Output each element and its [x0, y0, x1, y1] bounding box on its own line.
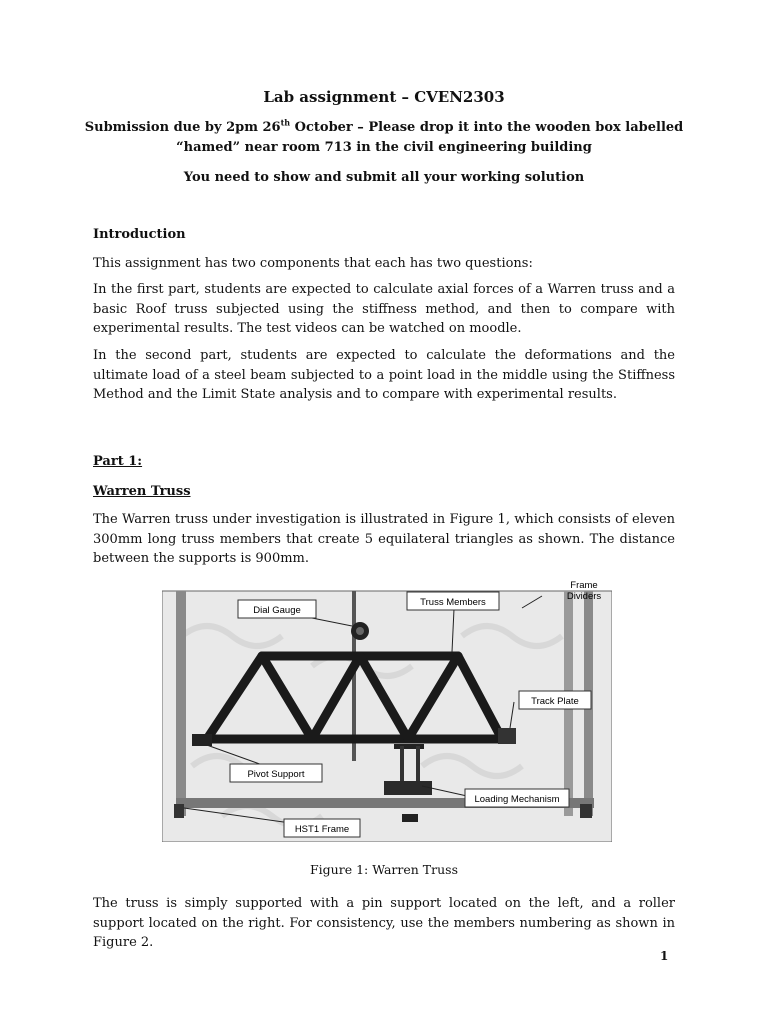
pivot-support-label: Pivot Support — [247, 769, 305, 780]
page-title: Lab assignment – CVEN2303 — [263, 88, 505, 106]
introduction-heading: Introduction — [93, 227, 186, 242]
dial-gauge-label: Dial Gauge — [253, 605, 301, 616]
intro-paragraph-1: This assignment has two components that each has two questions: — [93, 256, 533, 271]
frame-dividers-label-1: Frame — [570, 580, 598, 591]
left-frame-post — [176, 591, 186, 816]
hst1-frame-label: HST1 Frame — [294, 824, 350, 835]
figure-caption: Figure 1: Warren Truss — [310, 862, 458, 877]
warren-truss-heading: Warren Truss — [93, 484, 191, 499]
track-plate — [498, 728, 516, 744]
submission-line-2: “hamed” near room 713 in the civil engineering building — [176, 140, 592, 155]
track-plate-label: Track Plate — [531, 696, 579, 707]
loading-mechanism-label: Loading Mechanism — [474, 794, 560, 805]
left-foot — [174, 804, 184, 818]
right-foot — [580, 804, 592, 818]
loading-mechanism — [384, 781, 432, 795]
bottom-foot — [402, 814, 418, 822]
instruction-line: You need to show and submit all your working solution — [183, 170, 585, 185]
part1-paragraph-2: The truss is simply supported with a pin support located on the left, and a roller support located on the right. For consistency, use the members numbering as shown in Figure 2. — [93, 896, 675, 950]
page-number: 1 — [660, 949, 669, 963]
submission-line-1: Submission due by 2pm 26th October – Please drop it into the wooden box labelled — [84, 117, 684, 135]
warren-truss-figure — [162, 576, 612, 842]
pivot-support — [192, 734, 212, 746]
frame-dividers-label-2: Dividers — [566, 591, 602, 602]
part1-heading: Part 1: — [93, 454, 143, 469]
intro-paragraph-3: In the second part, students are expected to calculate the deformations and the ultimate load of a steel beam subjected to a point load in the middle using the Stiffness Method and the Limit State analysis and to compare with experimental results. — [93, 348, 675, 402]
truss-members-label: Truss Members — [420, 597, 486, 608]
part1-paragraph-1: The Warren truss under investigation is illustrated in Figure 1, which consists of eleven 300mm long truss members that create 5 equilateral triangles as shown. The distance between the supports is 900mm. — [93, 512, 675, 566]
intro-paragraph-2: In the first part, students are expected to calculate axial forces of a Warren truss and a basic Roof truss subjected using the stiffness method, and then to compare with experimental results. The test videos can be watched on moodle. — [93, 282, 675, 336]
